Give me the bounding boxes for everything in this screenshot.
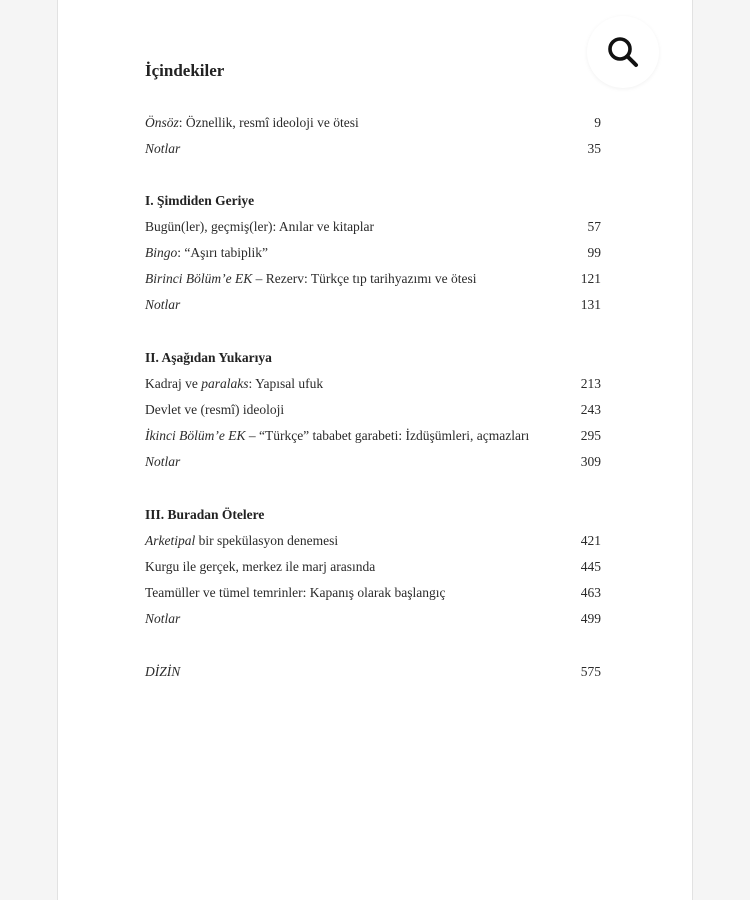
toc-entry-label: Bingo: “Aşırı tabiplik” <box>145 245 268 260</box>
toc-entry-notes[interactable] <box>145 609 601 629</box>
search-icon <box>603 32 643 72</box>
toc-page-number: 445 <box>580 559 601 574</box>
part-heading-1: I. Şimdiden Geriye <box>145 193 255 208</box>
toc-entry[interactable] <box>145 374 601 394</box>
toc-entry-label: Önsöz: Öznellik, resmî ideoloji ve ötesi <box>145 115 359 130</box>
toc-page-number: 295 <box>580 428 601 443</box>
toc-entry-label: DİZİN <box>145 664 181 679</box>
toc-entry-label: Bugün(ler), geçmiş(ler): Anılar ve kitaplar <box>145 219 375 234</box>
toc-page-number: 121 <box>580 271 601 286</box>
toc-entry-label: Birinci Bölüm’e EK – Rezerv: Türkçe tıp tarihyazımı ve ötesi <box>145 271 477 286</box>
toc-entry-index[interactable] <box>145 662 601 682</box>
toc-page-number: 421 <box>580 533 601 548</box>
toc-entry[interactable] <box>145 583 601 603</box>
toc-entry-notes[interactable] <box>145 452 601 472</box>
toc-entry[interactable] <box>145 217 601 237</box>
toc-page-number: 35 <box>587 141 601 156</box>
toc-entry-preface-notes[interactable] <box>145 139 601 159</box>
toc-entry-label: Notlar <box>145 141 181 156</box>
toc-page-number: 57 <box>587 219 601 234</box>
toc-page-number: 213 <box>580 376 601 391</box>
document-page <box>57 0 693 900</box>
toc-entry-label: Notlar <box>145 611 181 626</box>
toc-entry-label: Notlar <box>145 297 181 312</box>
toc-page-number: 309 <box>580 454 601 469</box>
toc-entry-label: Devlet ve (resmî) ideoloji <box>145 402 285 417</box>
toc-page-number: 499 <box>580 611 601 626</box>
toc-entry-label: Arketipal bir spekülasyon denemesi <box>145 533 339 548</box>
toc-entry-label: Notlar <box>145 454 181 469</box>
toc-page-number: 99 <box>587 245 601 260</box>
toc-page-number: 243 <box>580 402 601 417</box>
toc-page-number: 463 <box>580 585 601 600</box>
toc-page-number: 9 <box>594 115 601 130</box>
toc-entry[interactable] <box>145 269 601 289</box>
toc-page-number: 575 <box>580 664 601 679</box>
toc-page-number: 131 <box>580 297 601 312</box>
toc-entry-label: İkinci Bölüm’e EK – “Türkçe” tababet garabeti: İzdüşümleri, açmazları <box>145 428 530 443</box>
toc-entry-label: Teamüller ve tümel temrinler: Kapanış olarak başlangıç <box>145 585 446 600</box>
toc-entry[interactable] <box>145 557 601 577</box>
toc-entry-label: Kurgu ile gerçek, merkez ile marj arasında <box>145 559 376 574</box>
part-heading-3: III. Buradan Ötelere <box>145 507 265 522</box>
toc-entry-preface[interactable] <box>145 113 601 133</box>
search-button[interactable] <box>587 16 659 88</box>
part-heading-2: II. Aşağıdan Yukarıya <box>145 350 272 365</box>
toc-entry[interactable] <box>145 400 601 420</box>
toc-entry-label: Kadraj ve paralaks: Yapısal ufuk <box>145 376 324 391</box>
toc-entry[interactable] <box>145 243 601 263</box>
toc-entry[interactable] <box>145 531 601 551</box>
toc-entry-notes[interactable] <box>145 295 601 315</box>
toc-title: İçindekiler <box>145 61 225 80</box>
toc-entry[interactable] <box>145 426 601 446</box>
